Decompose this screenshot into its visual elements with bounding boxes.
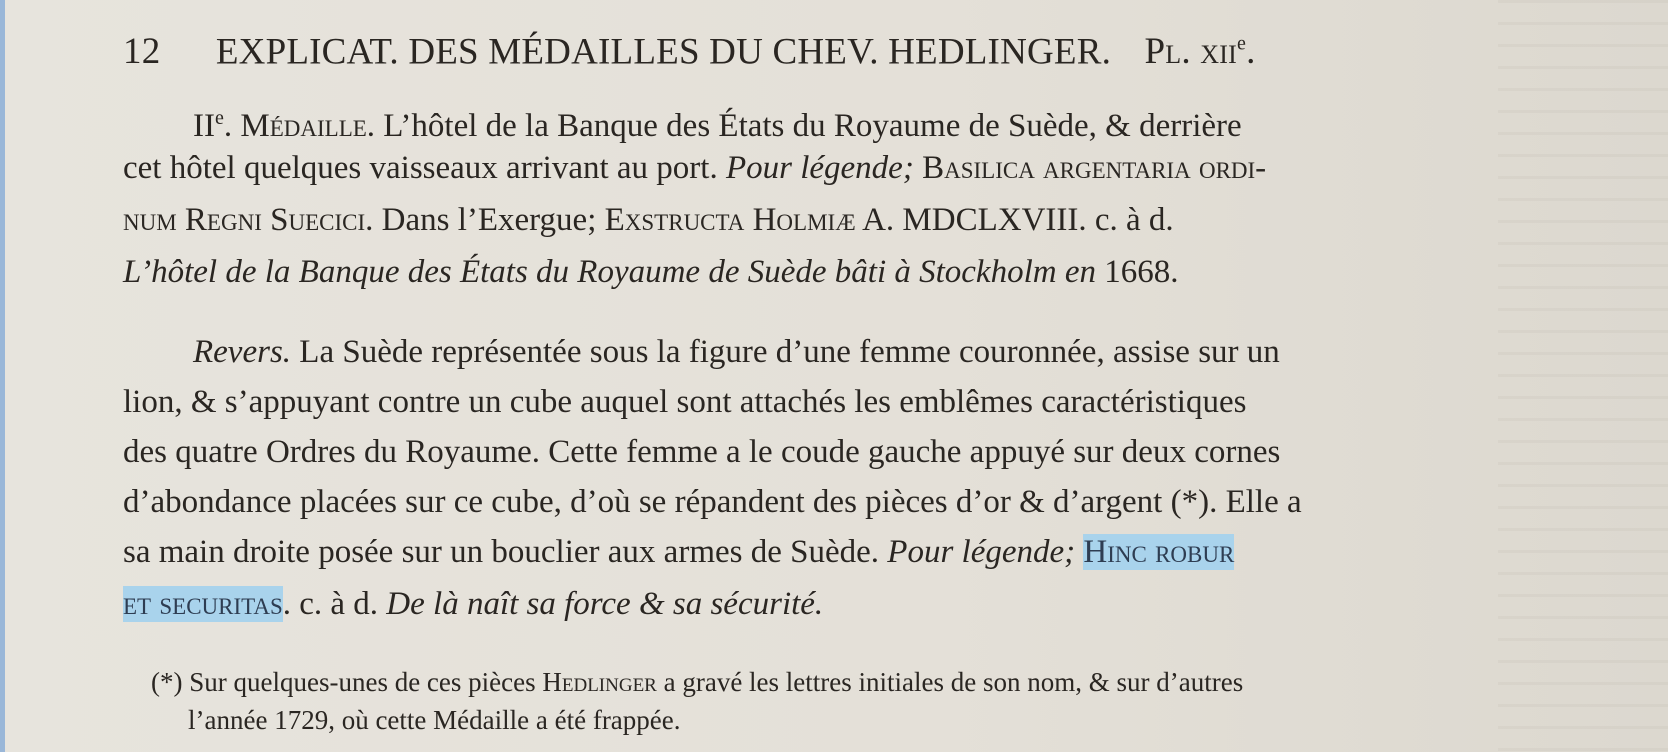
revers-heading: Revers. [193,334,292,370]
para1-line2: cet hôtel quelques vaisseaux arrivant au port. Pour légende; Basilica argentaria ordi- [123,150,1267,186]
footnote-line2: l’année 1729, où cette Médaille a été frappée. [188,705,681,735]
running-header [123,22,1256,74]
highlighted-legend-part1[interactable]: Hinc robur [1083,534,1235,570]
para1-line4: L’hôtel de la Banque des États du Royaume de Suède bâti à Stockholm en 1668. [123,254,1179,290]
plate-reference: Pl. xii$^e$. [1144,31,1256,73]
para1-line1: IIe. Médaille. L’hôtel de la Banque des États du Royaume de Suède, & derrière [193,107,1242,144]
page-title: EXPLICAT. DES MÉDAILLES DU CHEV. HEDLINGER. [215,31,1112,73]
page-number: 12 [123,31,161,73]
bleed-through-texture [1498,0,1668,752]
para2-line4: d’abondance placées sur ce cube, d’où se répandent des pièces d’or & d’argent (*). Elle a [123,484,1302,520]
para2-line3: des quatre Ordres du Royaume. Cette femme a le coude gauche appuyé sur deux cornes [123,434,1281,470]
para2-line5: sa main droite posée sur un bouclier aux armes de Suède. Pour légende; Hinc robur [123,534,1235,570]
medaille-heading: Médaille. [240,108,376,144]
para1-line3: num Regni Suecici. Dans l’Exergue; Exstructa Holmiæ A. MDCLXVIII. c. à d. [123,202,1174,238]
para2-line2: lion, & s’appuyant contre un cube auquel sont attachés les emblêmes caractéristiques [123,384,1247,420]
para2-line1: Revers. La Suède représentée sous la figure d’une femme couronnée, assise sur un [193,334,1280,370]
highlighted-legend-part2[interactable]: et securitas [123,586,283,622]
footnote-line1: (*) Sur quelques-unes de ces pièces Hedlinger a gravé les lettres initiales de son nom, & sur d’autres [151,667,1244,697]
para2-line6: et securitas. c. à d. De là naît sa force & sa sécurité. [123,586,824,622]
